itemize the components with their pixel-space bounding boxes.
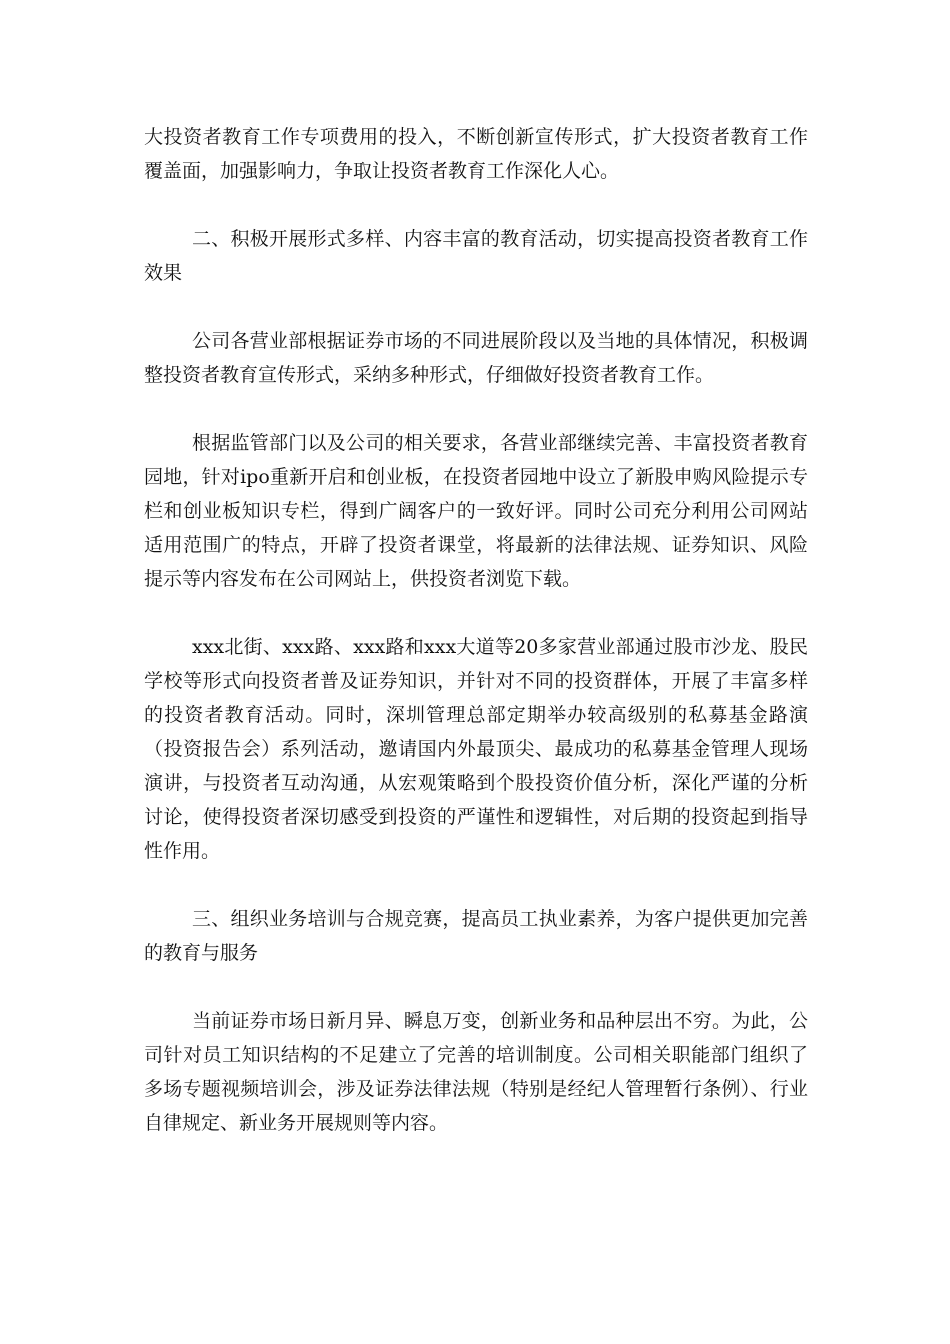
document-page — [144, 120, 808, 1174]
section-heading-3: 三、组织业务培训与合规竞赛，提高员工执业素养，为客户提供更加完善的教育与服务 — [144, 908, 808, 964]
paragraph-continuation: 大投资者教育工作专项费用的投入，不断创新宣传形式，扩大投资者教育工作覆盖面，加强影响力，争取让投资者教育工作深化人心。 — [144, 126, 808, 182]
section-heading-2: 二、积极开展形式多样、内容丰富的教育活动，切实提高投资者教育工作效果 — [144, 228, 808, 284]
paragraph: xxx北街、xxx路、xxx路和xxx大道等20多家营业部通过股市沙龙、股民学校等形式向投资者普及证券知识，并针对不同的投资群体，开展了丰富多样的投资者教育活动。同时，深圳管理总部定期举办较高级别的私募基金路演（投资报告会）系列活动，邀请国内外最顶尖、最成功的私募基金管理人现场演讲，与投资者互动沟通，从宏观策略到个股投资价值分析，深化严谨的分析讨论，使得投资者深切感受到投资的严谨性和逻辑性，对后期的投资起到指导性作用。 — [144, 636, 808, 862]
paragraph: 根据监管部门以及公司的相关要求，各营业部继续完善、丰富投资者教育园地，针对ipo重新开启和创业板，在投资者园地中设立了新股申购风险提示专栏和创业板知识专栏，得到广阔客户的一致好评。同时公司充分利用公司网站适用范围广的特点，开辟了投资者课堂，将最新的法律法规、证券知识、风险提示等内容发布在公司网站上，供投资者浏览下载。 — [144, 432, 808, 590]
paragraph: 公司各营业部根据证券市场的不同进展阶段以及当地的具体情况，积极调整投资者教育宣传形式，采纳多种形式，仔细做好投资者教育工作。 — [144, 330, 808, 386]
paragraph: 当前证券市场日新月异、瞬息万变，创新业务和品种层出不穷。为此，公司针对员工知识结构的不足建立了完善的培训制度。公司相关职能部门组织了多场专题视频培训会，涉及证券法律法规（特别是经纪人管理暂行条例）、行业自律规定、新业务开展规则等内容。 — [144, 1010, 808, 1134]
